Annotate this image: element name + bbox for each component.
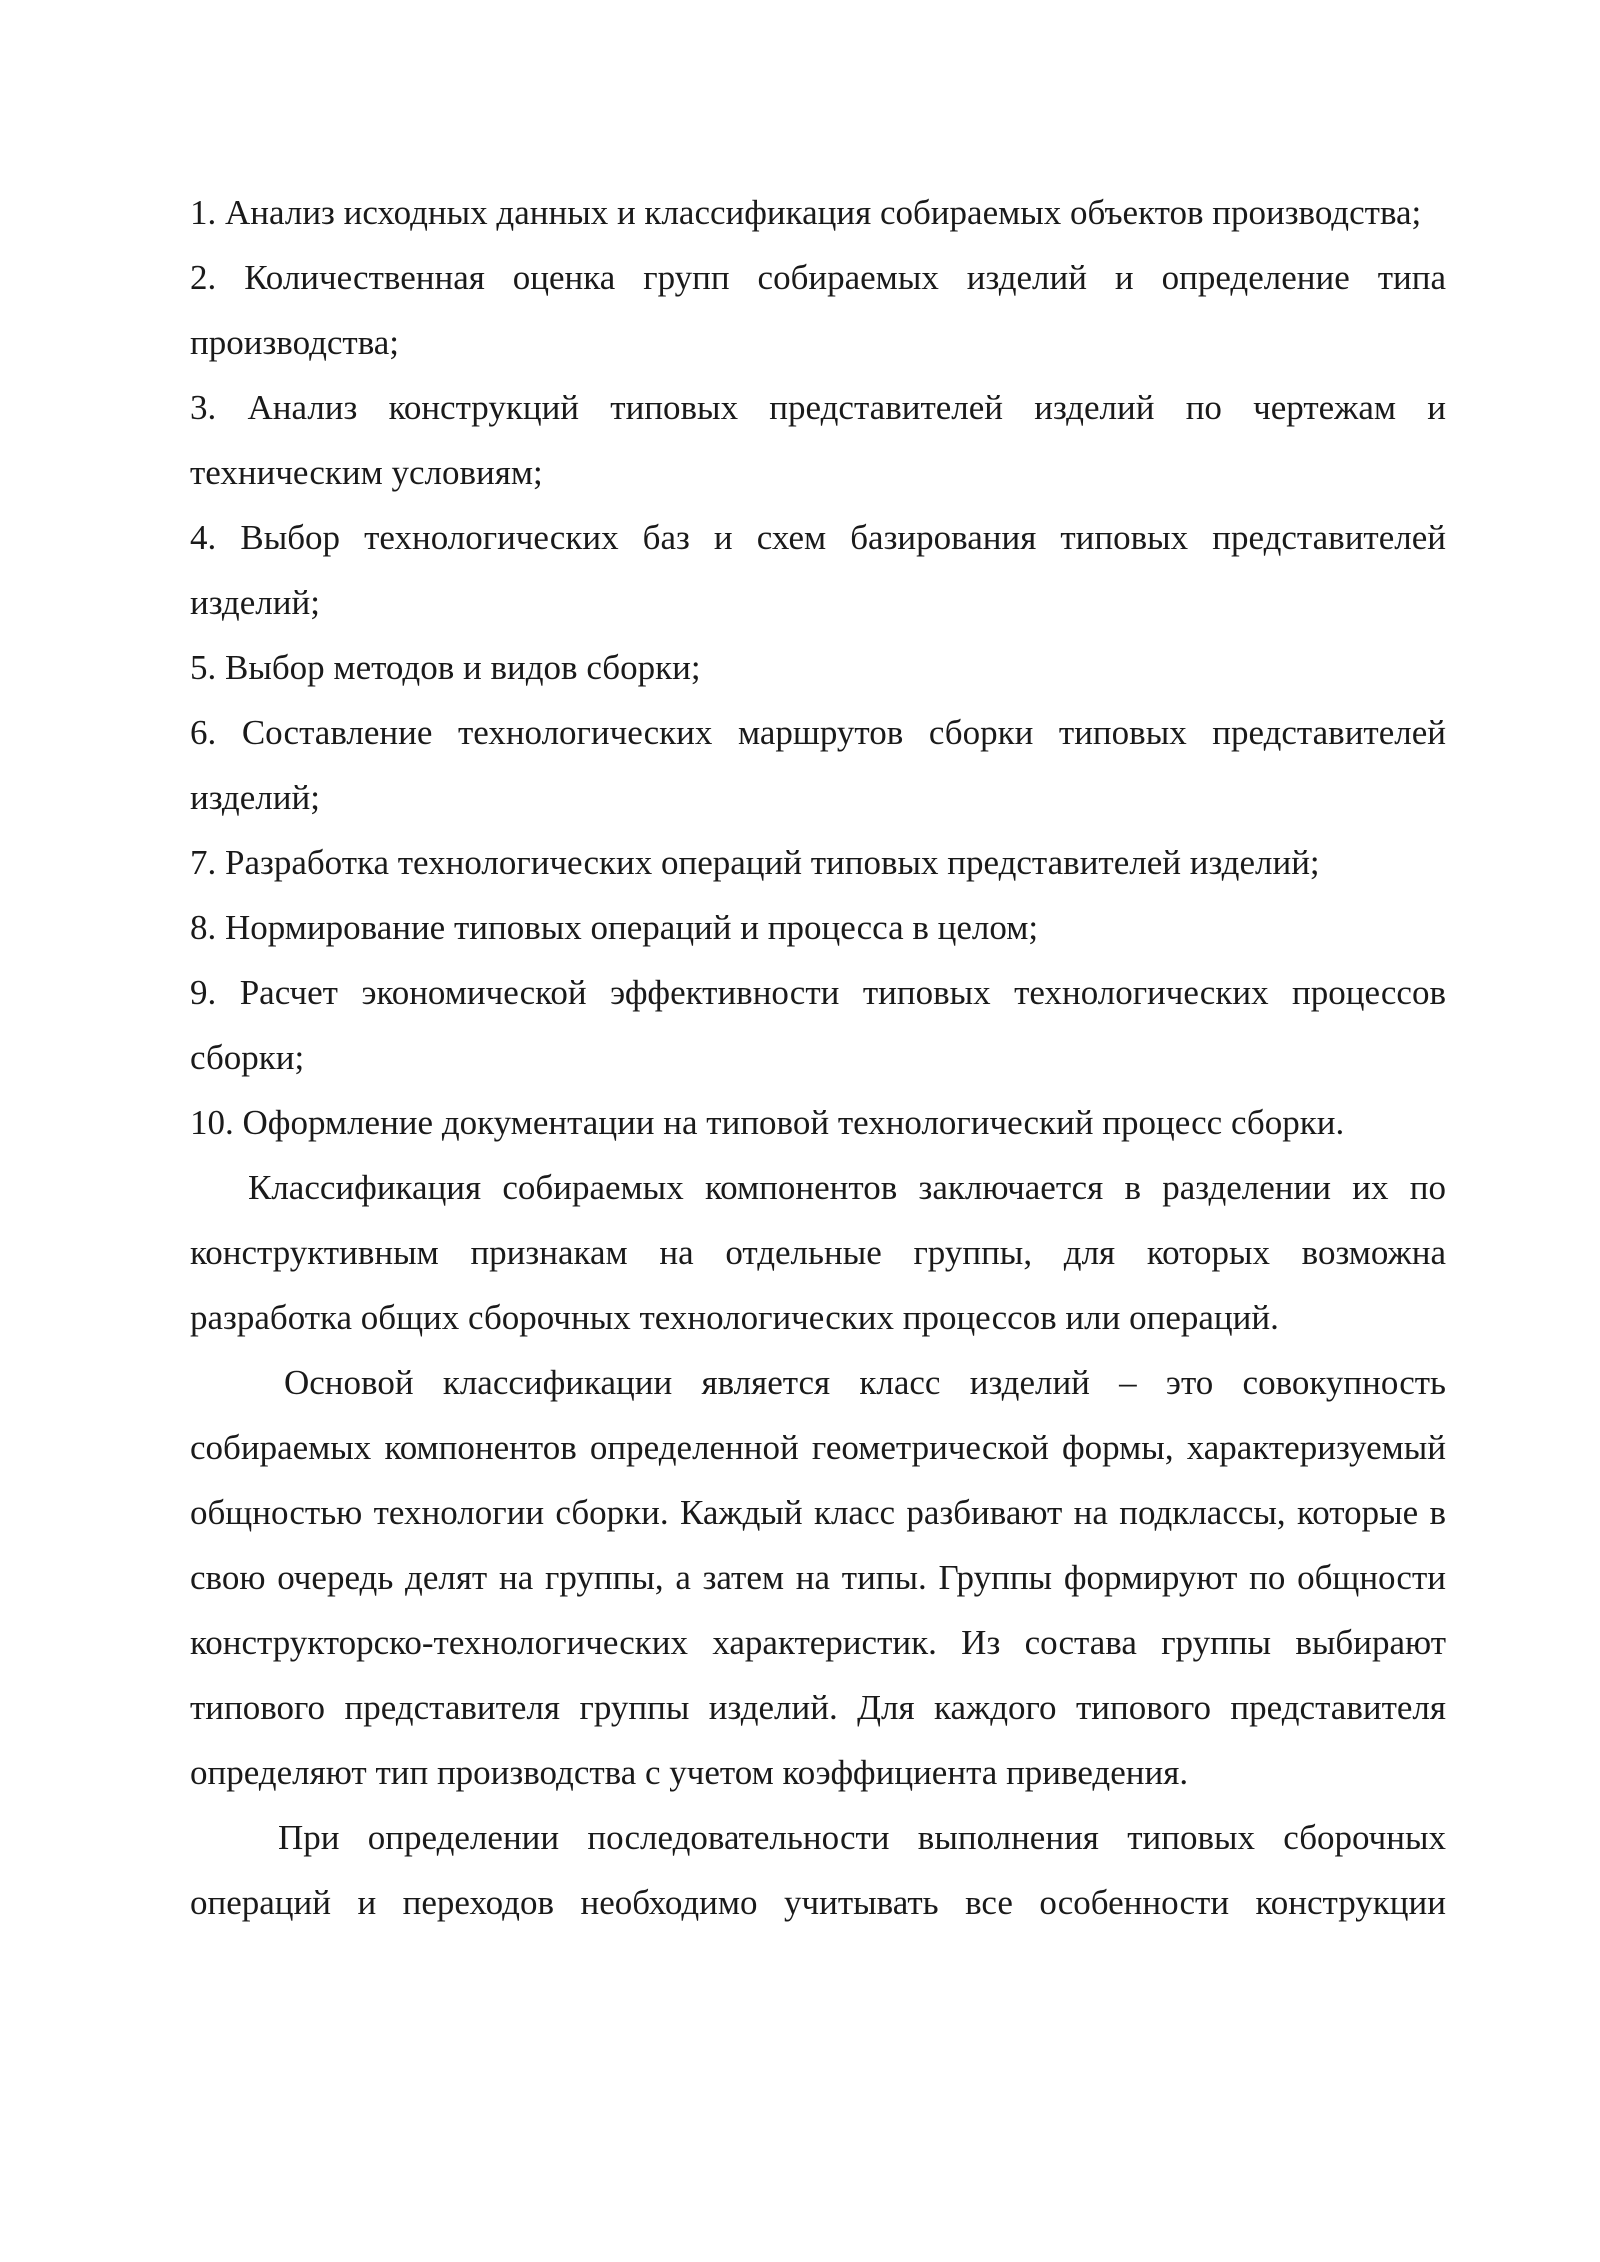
list-item: 10. Оформление документации на типовой технологический процесс сборки. [190,1103,1345,1142]
list-item: 2. Количественная оценка групп собираемых изделий и определение типа производства; [190,258,1446,362]
list-item: 6. Составление технологических маршрутов сборки типовых представителей изделий; [190,713,1446,817]
paragraph-sequence: При определении последовательности выполнения типовых сборочных операций и переходов необходимо учитывать все особенности конструкции [190,1818,1446,1922]
list-item: 8. Нормирование типовых операций и процесса в целом; [190,908,1039,947]
list-item: 9. Расчет экономической эффективности типовых технологических процессов сборки; [190,973,1446,1077]
list-item: 5. Выбор методов и видов сборки; [190,648,701,687]
list-item: 3. Анализ конструкций типовых представителей изделий по чертежам и техническим условиям; [190,388,1446,492]
list-item: 7. Разработка технологических операций типовых представителей изделий; [190,843,1320,882]
paragraph-class-basis: Основой классификации является класс изделий – это совокупность собираемых компонентов определенной геометрической формы, характеризуемый общностью технологии сборки. Каждый класс разбивают на подклассы, которые в свою очередь делят на группы, а затем на типы. Группы формируют по общности конструкторско-технологических характеристик. Из состава группы выбирают типового представителя группы изделий. Для каждого типового представителя определяют тип производства с учетом коэффициента приведения. [190,1363,1446,1792]
document-body [190,180,1446,1935]
list-item: 4. Выбор технологических баз и схем базирования типовых представителей изделий; [190,518,1446,622]
paragraph-classification: Классификация собираемых компонентов заключается в разделении их по конструктивным признакам на отдельные группы, для которых возможна разработка общих сборочных технологических процессов или операций. [190,1168,1446,1337]
list-item: 1. Анализ исходных данных и классификация собираемых объектов производства; [190,193,1422,232]
